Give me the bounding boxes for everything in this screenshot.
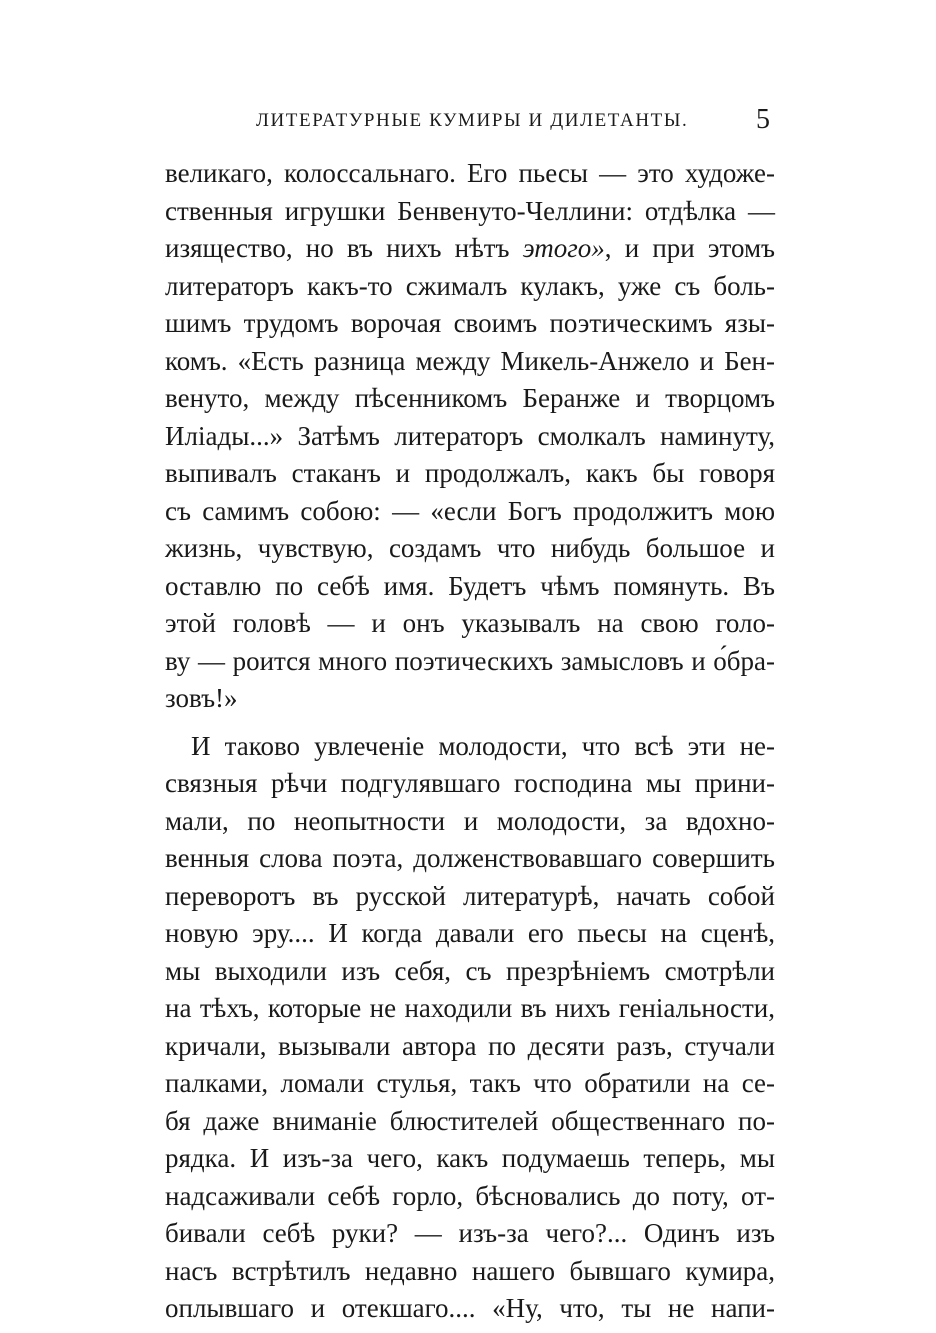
paragraph-gap: [165, 718, 775, 728]
text-line: палками, ломали стулья, такъ что обратили на се-: [165, 1068, 775, 1098]
text-line: съ самимъ собою: — «если Богъ продолжитъ мою: [165, 495, 775, 526]
text-line: литераторъ какъ-то сжималъ кулакъ, уже съ боль-: [165, 270, 775, 301]
text-line: бя даже вниманіе блюстителей общественнаго по-: [165, 1105, 775, 1136]
text-line: [165, 230, 775, 268]
text-line: жизнь, чувствую, создамъ что нибудь большое и: [165, 533, 775, 563]
text-line: зовъ!»: [165, 683, 238, 713]
text-line: оплывшаго и отекшаго.... «Ну, что, ты не напи-: [165, 1293, 775, 1323]
text-line: комъ. «Есть разница между Микель-Анжело и Бен-: [165, 345, 775, 376]
text-line: мали, по неопытности и молодости, за вдохно-: [165, 805, 775, 836]
text-line: ственныя игрушки Бенвенуто-Челлини: отдѣлка —: [165, 195, 775, 226]
paragraph-2: [165, 728, 775, 1328]
page-number: 5: [756, 104, 770, 135]
text-line: переворотъ въ русской литературѣ, начать собой: [165, 880, 775, 911]
text-line: рядка. И изъ-за чего, какъ подумаешь теперь, мы: [165, 1143, 775, 1173]
text-line: И таково увлеченіе молодости, что всѣ эти не-: [191, 730, 775, 761]
text-line: выпивалъ стаканъ и продолжалъ, какъ бы говоря: [165, 458, 775, 488]
text-line: надсаживали себѣ горло, бѣсновались до поту, от-: [165, 1180, 775, 1211]
italic-word: этого»: [522, 233, 605, 263]
text-line: венуто, между пѣсенникомъ Беранже и творцомъ: [165, 383, 775, 413]
text-line: оставлю по себѣ имя. Будетъ чѣмъ помянуть. Въ: [165, 570, 775, 601]
text-line: великаго, колоссальнаго. Его пьесы — это художе-: [165, 158, 775, 188]
text-line: ву — роится много поэтическихъ замысловъ и о́бра-: [165, 645, 775, 676]
text-line: мы выходили изъ себя, съ презрѣніемъ смотрѣли: [165, 955, 775, 986]
text-line: на тѣхъ, которые не находили въ нихъ геніальности,: [165, 993, 775, 1023]
text-line: кричали, вызывали автора по десяти разъ, стучали: [165, 1030, 775, 1061]
running-head: [256, 104, 776, 144]
text-line: шимъ трудомъ ворочая своимъ поэтическимъ язы-: [165, 308, 775, 338]
body-text: [165, 155, 775, 1328]
text-line: насъ встрѣтилъ недавно нашего бывшаго кумира,: [165, 1255, 775, 1286]
paragraph-1: [165, 155, 775, 718]
text-segment: изящество, но въ нихъ нѣтъ: [165, 233, 510, 263]
text-line: Иліады...» Затѣмъ литераторъ смолкалъ наминуту,: [165, 420, 775, 451]
text-line: этой головѣ — и онъ указывалъ на свою голо-: [165, 608, 775, 638]
text-line: новую эру.... И когда давали его пьесы на сценѣ,: [165, 918, 775, 948]
text-line: связныя рѣчи подгулявшаго господина мы прини-: [165, 768, 775, 798]
text-line: венныя слова поэта, долженствовавшаго совершить: [165, 843, 775, 873]
running-title: ЛИТЕРАТУРНЫЕ КУМИРЫ И ДИЛЕТАНТЫ.: [256, 110, 689, 131]
text-segment: , и при этомъ: [604, 233, 775, 263]
text-line: бивали себѣ руки? — изъ-за чего?... Одинъ изъ: [165, 1218, 775, 1248]
